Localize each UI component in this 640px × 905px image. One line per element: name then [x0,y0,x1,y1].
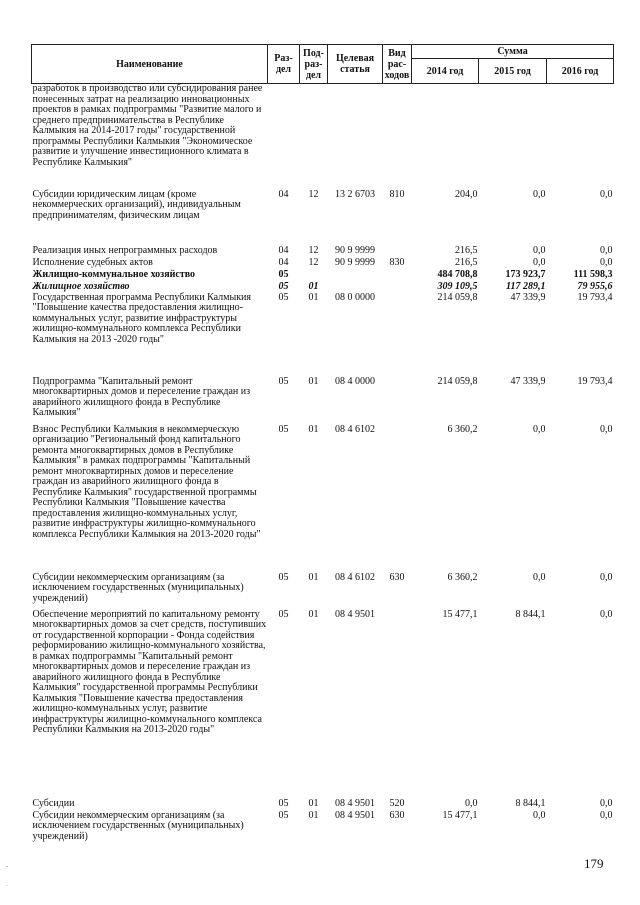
row-name: Обеспечение мероприятий по капитальному ремонту многоквартирных домов за счет средств, поступивших от государственной корпорации - Фонда содействия реформированию жилищно-коммунального хозяйства, в рамках подпрограммы "Капитальный ремонт многоквартирных домов и переселение граждан из аварийного жилищного фонда в Республике Калмыкия" государственной программы Республики Калмыкия "Повышение качества предоставления жилищно-коммунальных услуг, развитие инфраструктуры жилищно-коммунального комплекса Республики Калмыкия на 2013-2020 годы" [32,608,267,735]
page-number: 179 [584,856,604,871]
row-target-article: 13 2 6703 [335,188,375,200]
row-expense-type: 630 [389,809,405,821]
row-section: 04 [278,256,289,268]
header-subsection: Под- раз- дел [300,45,328,84]
row-sum-2015: 0,0 [533,188,546,200]
row-target-article: 90 9 9999 [335,256,375,268]
row-sum-2014: 216,5 [455,244,478,256]
row-target-article: 08 4 9501 [335,809,375,821]
row-sum-2015: 173 923,7 [505,268,546,280]
row-sum-2016: 0,0 [600,423,613,435]
row-sum-2016: 0,0 [600,188,613,200]
header-sum: Сумма [412,45,614,59]
row-sum-2015 [479,84,547,190]
row-sum-2016: 0,0 [600,608,613,620]
row-name: Жилищное хозяйство [32,280,130,292]
header-2014: 2014 год [412,59,479,84]
row-name: Субсидии некоммерческим организациям (за исключением государственных (муниципальных) учреждений) [32,571,244,604]
row-target-article: 08 4 9501 [335,797,375,809]
row-expense-type [383,282,412,293]
row-target-article: 90 9 9999 [335,244,375,256]
row-subsection: 01 [308,608,319,620]
row-section: 04 [278,188,289,200]
row-name: Государственная программа Республики Калмыкия "Повышение качества предоставления жилищно-коммунальных услуг, развитие инфраструктуры жилищно-коммунального комплекса Республики Калмыкия на 2013 -2020 годы" [32,291,252,345]
row-sum-2016: 19 793,4 [577,291,613,303]
header-target-article: Целевая статья [328,45,383,84]
row-sum-2014: 309 109,5 [437,280,478,292]
table-row [32,293,614,377]
table-row [32,377,614,425]
header-section: Раз- дел [268,45,300,84]
table-header [32,45,614,84]
row-name: Субсидии [32,797,75,809]
row-subsection: 01 [308,280,319,292]
header-expense-type: Вид рас- ходов [383,45,412,84]
row-sum-2015: 0,0 [533,809,546,821]
row-expense-type [383,246,412,258]
row-section: 05 [278,423,289,435]
row-sum-2016 [547,84,614,190]
table-row [32,573,614,610]
row-expense-type: 520 [389,797,405,809]
row-sum-2015: 8 844,1 [515,797,546,809]
row-sum-2014: 15 477,1 [442,809,478,821]
row-subsection: 01 [308,291,319,303]
row-section: 05 [278,608,289,620]
row-section: 05 [278,375,289,387]
row-sum-2016: 0,0 [600,244,613,256]
row-sum-2014 [412,84,479,190]
row-subsection: 01 [308,797,319,809]
row-expense-type: 630 [389,571,405,583]
row-target-article: 08 4 6102 [335,571,375,583]
row-sum-2015: 117 289,1 [506,280,546,292]
row-name: разработок в производство или субсидирования ранее понесенных затрат на реализацию инновационных проектов в рамках подпрограммы "Развитие малого и среднего предпринимательства в Республике Калмыкия на 2014-2017 годы" государственной программы Республики Калмыкия "Экономическое развитие и улучшение инвестиционного климата в Республике Калмыкия" [32,83,263,168]
row-subsection: 01 [308,375,319,387]
row-expense-type [383,610,412,799]
row-target-article [328,84,383,190]
row-section: 05 [278,268,289,280]
table-row [32,811,614,853]
table-row [32,799,614,811]
row-section [268,84,300,190]
row-sum-2014: 0,0 [465,797,478,809]
row-sum-2014: 214 059,8 [437,375,478,387]
row-sum-2016: 19 793,4 [577,375,613,387]
row-subsection: 12 [308,244,319,256]
row-target-article [328,282,383,293]
row-subsection: 12 [308,188,319,200]
row-sum-2015: 47 339,9 [510,291,546,303]
scan-mark: - [6,862,9,870]
table-row [32,84,614,190]
row-name: Жилищно-коммунальное хозяйство [32,268,196,280]
row-sum-2014: 6 360,2 [447,423,478,435]
row-sum-2014: 204,0 [455,188,478,200]
row-expense-type [383,377,412,425]
table-body [32,84,614,853]
row-sum-2016: 0,0 [600,809,613,821]
table-row [32,425,614,573]
row-sum-2014: 214 059,8 [437,291,478,303]
row-section: 05 [278,280,289,292]
row-name: Исполнение судебных актов [32,256,153,268]
row-sum-2015: 8 844,1 [515,608,546,620]
row-target-article: 08 4 0000 [335,375,375,387]
row-sum-2015: 0,0 [533,423,546,435]
header-name: Наименование [32,45,268,84]
row-subsection [300,84,328,190]
row-name: Реализация иных непрограммных расходов [32,244,218,256]
table-row [32,190,614,246]
row-name: Субсидии некоммерческим организациям (за исключением государственных (муниципальных) учреждений) [32,809,244,842]
row-sum-2015: 0,0 [533,244,546,256]
row-expense-type [383,84,412,190]
row-target-article: 08 0 0000 [335,291,375,303]
row-sum-2016: 79 955,6 [577,280,613,292]
row-sum-2015: 47 339,9 [510,375,546,387]
header-2016: 2016 год [547,59,614,84]
row-sum-2014: 484 708,8 [437,268,478,280]
row-subsection: 12 [308,256,319,268]
row-expense-type [383,425,412,573]
row-expense-type [383,293,412,377]
row-section: 05 [278,291,289,303]
row-subsection [300,270,328,282]
row-expense-type: 830 [389,256,405,268]
row-sum-2016: 0,0 [600,797,613,809]
row-expense-type [383,270,412,282]
row-sum-2016: 0,0 [600,571,613,583]
row-expense-type: 810 [389,188,405,200]
row-sum-2015: 0,0 [533,256,546,268]
row-target-article: 08 4 9501 [335,608,375,620]
row-sum-2016: 0,0 [600,256,613,268]
row-target-article [328,270,383,282]
row-name: Взнос Республики Калмыкия в некоммерческую организацию "Региональный фонд капитального ремонта многоквартирных домов в Республике Калмыкия" в рамках подпрограммы "Капитальный ремонт многоквартирных домов и переселение граждан из аварийного жилищного фонда в Республике Калмыкия" государственной программы Республики Калмыкия "Повышение качества предоставления жилищно-коммунальных услуг, развитие инфраструктуры жилищно-коммунального комплекса Республики Калмыкия на 2013-2020 годы" [32,423,261,540]
row-sum-2016: 111 598,3 [573,268,613,280]
row-name: Субсидии юридическим лицам (кроме некоммерческих организаций), индивидуальным предпринимателям, физическим лицам [32,188,241,221]
row-sum-2015: 0,0 [533,571,546,583]
table-row [32,258,614,270]
row-subsection: 01 [308,809,319,821]
row-sum-2014: 15 477,1 [442,608,478,620]
table-row [32,270,614,282]
table-row [32,246,614,258]
row-sum-2014: 6 360,2 [447,571,478,583]
row-subsection: 01 [308,571,319,583]
row-section: 05 [278,797,289,809]
scan-mark: . [6,880,8,888]
row-sum-2014: 216,5 [455,256,478,268]
row-section: 05 [278,571,289,583]
budget-table [31,44,614,853]
row-section: 04 [278,244,289,256]
table-row [32,610,614,799]
row-name: Подпрограмма "Капитальный ремонт многоквартирных домов и переселение граждан из аварийного жилищного фонда в Республике Калмыкия" [32,375,251,418]
row-section: 05 [278,809,289,821]
header-2015: 2015 год [479,59,547,84]
row-target-article: 08 4 6102 [335,423,375,435]
row-subsection: 01 [308,423,319,435]
table-row [32,282,614,293]
